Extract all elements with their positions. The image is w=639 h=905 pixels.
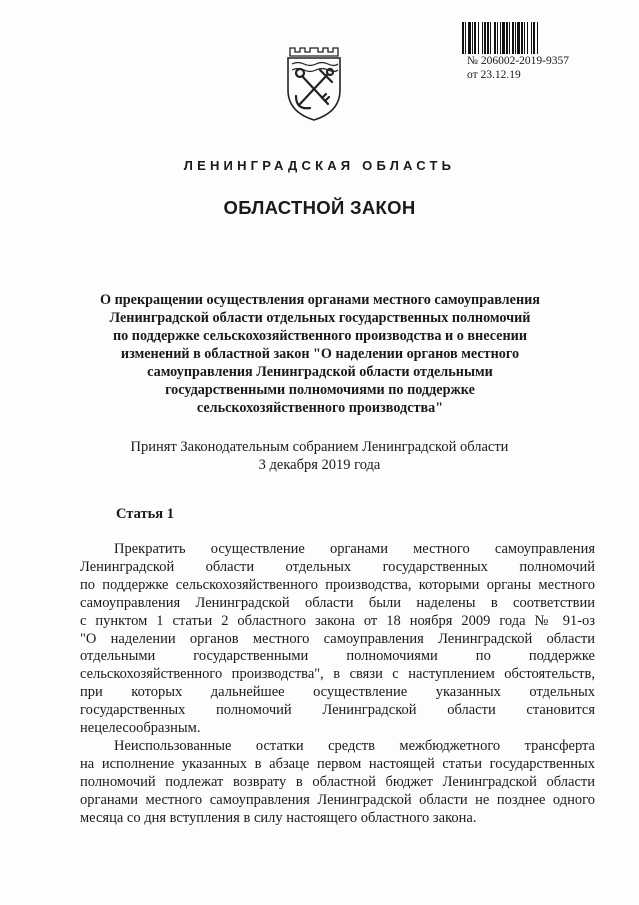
barcode-bar	[517, 22, 520, 54]
subject-line: изменений в областной закон "О наделении органов местного	[120, 346, 520, 362]
barcode-bar	[527, 22, 528, 54]
barcode-bar	[509, 22, 510, 54]
registration-number: № 206002-2019-9357	[467, 55, 570, 67]
paragraph-line: нецелесообразным.	[80, 720, 201, 737]
barcode-bar	[502, 22, 505, 54]
paragraph-line: с пунктом 1 статьи 2 областного закона от 18 ноября 2009 года № 91-оз	[80, 612, 595, 629]
paragraph-line: Прекратить осуществление органами местного самоуправления	[114, 541, 595, 557]
barcode-bar	[494, 22, 496, 54]
paragraph-line: самоуправления Ленинградской области были наделены в соответствии	[80, 594, 595, 611]
registration-date: от 23.12.19	[467, 69, 521, 81]
barcode-bar	[482, 22, 483, 54]
paragraph-line: "О наделении органов местного самоуправления Ленинградской области	[80, 630, 595, 647]
subject-line: государственными полномочиями по поддержке	[165, 382, 475, 398]
region-heading: ЛЕНИНГРАДСКАЯ ОБЛАСТЬ	[183, 158, 456, 173]
registration-stamp	[467, 54, 569, 82]
article-heading: Статья 1	[116, 506, 174, 522]
paragraph-line: Ленинградской области отдельных государственных полномочий	[80, 558, 595, 575]
paragraph-line: месяца со дня вступления в силу настоящего областного закона.	[80, 809, 477, 826]
subject-line: Ленинградской области отдельных государственных полномочий	[109, 310, 531, 326]
adoption-line: Принят Законодательным собранием Ленинградской области	[130, 439, 509, 455]
barcode	[462, 22, 584, 54]
law-subject-title	[70, 291, 570, 417]
document-type-title: ОБЛАСТНОЙ ЗАКОН	[223, 197, 416, 218]
barcode-bar	[497, 22, 498, 54]
subject-line: сельскохозяйственного производства"	[196, 400, 444, 416]
barcode-bar	[472, 22, 473, 54]
barcode-bar	[537, 22, 538, 54]
paragraph-line: на исполнение указанных в абзаце первом настоящей статьи государственных	[80, 755, 595, 772]
coat-of-arms-emblem	[282, 42, 346, 122]
adoption-statement	[0, 438, 639, 474]
barcode-bar	[524, 22, 525, 54]
barcode-bar	[462, 22, 464, 54]
barcode-bar	[474, 22, 476, 54]
adoption-date: 3 декабря 2019 года	[258, 457, 381, 473]
subject-line: самоуправления Ленинградской области отдельными	[147, 364, 493, 380]
barcode-bar	[512, 22, 514, 54]
barcode-bar	[487, 22, 489, 54]
barcode-bar	[500, 22, 501, 54]
paragraph-line: сельскохозяйственного производства", в связи с наступлением обстоятельств,	[80, 666, 595, 683]
paragraph-line: государственных полномочий Ленинградской области становится	[80, 702, 595, 719]
paragraph-line: Неиспользованные остатки средств межбюджетного трансферта	[114, 737, 595, 754]
paragraph-line: по поддержке сельскохозяйственного производства, которыми органы местного	[80, 576, 595, 593]
subject-line: по поддержке сельскохозяйственного производства и о внесении	[112, 328, 527, 344]
barcode-bar	[484, 22, 486, 54]
barcode-bar	[478, 22, 479, 54]
barcode-bar	[506, 22, 508, 54]
paragraph-line: отдельными государственными полномочиями по поддержке	[80, 648, 595, 665]
barcode-bar	[490, 22, 491, 54]
barcode-bar	[521, 22, 523, 54]
paragraph-line: при которых дальнейшее осуществление указанных отдельных	[80, 684, 595, 701]
article-body	[80, 541, 595, 828]
barcode-bar	[533, 22, 535, 54]
subject-line: О прекращении осуществления органами местного самоуправления	[100, 292, 540, 308]
barcode-bar	[468, 22, 471, 54]
barcode-bar	[465, 22, 466, 54]
barcode-bar	[515, 22, 516, 54]
paragraph-line: полномочий подлежат возврату в областной бюджет Ленинградской области	[80, 773, 595, 790]
barcode-bar	[531, 22, 532, 54]
paragraph-line: органами местного самоуправления Ленинградской области не позднее одного	[80, 791, 595, 808]
